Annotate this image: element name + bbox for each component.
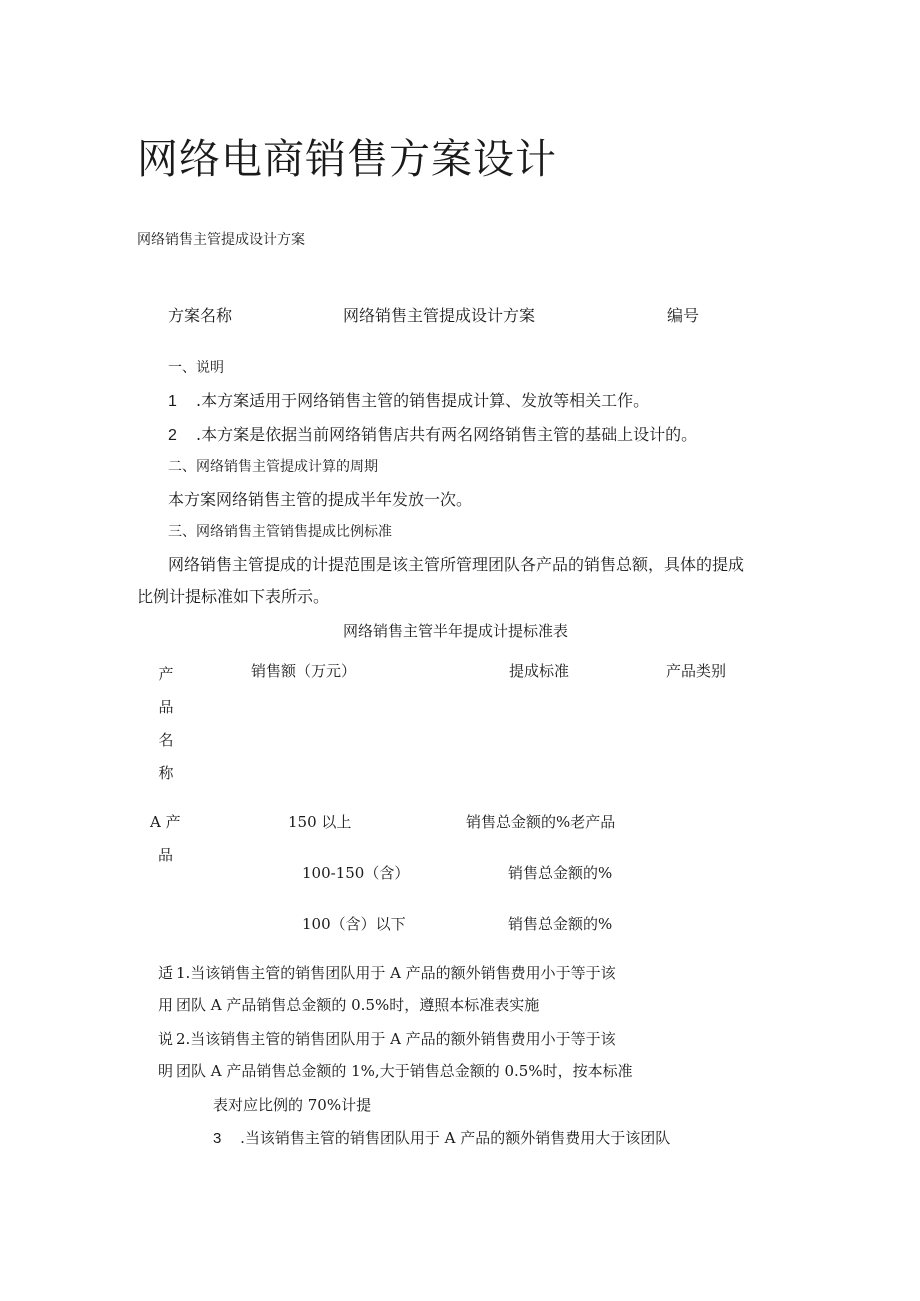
table-row-1-standard-category [466, 811, 615, 832]
column-header-product-name [157, 658, 175, 790]
note-2-line-2: 团队 A 产品销售总金额的 1%,大于销售总金额的 0.5%时，按本标准 [176, 1062, 633, 1080]
note-3-text: .当该销售主管的销售团队用于 A 产品的额外销售费用大于该团队 [240, 1129, 671, 1147]
plan-number-label: 编号 [667, 306, 700, 325]
section-1-item-2 [168, 422, 697, 445]
notes-label-char: 用 [158, 996, 174, 1014]
item-2-text: .本方案是依据当前网络销售店共有两名网络销售主管的基础上设计的。 [196, 425, 698, 444]
notes-label-char: 明 [158, 1062, 174, 1080]
note-2-line-3: 表对应比例的 70%计提 [213, 1096, 372, 1114]
column-header-sales: 销售额（万元） [251, 662, 357, 680]
table-row-3-range: 100（含）以下 [302, 915, 406, 933]
header-char: 称 [158, 764, 174, 782]
table-row-2-standard: 销售总金额的% [508, 864, 613, 882]
header-char: 品 [158, 698, 174, 716]
header-char: 名 [158, 731, 174, 749]
table-row-3-standard: 销售总金额的% [508, 915, 613, 933]
item-2-number: 2 [168, 427, 177, 444]
note-1-line-1: 1.当该销售主管的销售团队用于 A 产品的额外销售费用小于等于该 [176, 964, 616, 982]
section-1-item-1 [168, 388, 649, 411]
table-row-2-range: 100-150（含） [302, 864, 410, 882]
item-1-number: 1 [168, 393, 177, 410]
section-2-text: 本方案网络销售主管的提成半年发放一次。 [168, 490, 473, 509]
plan-name-label: 方案名称 [168, 306, 233, 325]
column-header-standard: 提成标准 [509, 662, 570, 680]
table-row-1-category: 老产品 [570, 813, 616, 831]
document-subtitle: 网络销售主管提成设计方案 [137, 232, 305, 248]
section-3-text-line-1: 网络销售主管提成的计提范围是该主管所管理团队各产品的销售总额，具体的提成 [168, 555, 745, 574]
notes-label-char: 适 [158, 964, 174, 982]
note-3 [213, 1127, 670, 1148]
note-3-number: 3 [213, 1130, 222, 1147]
table-caption: 网络销售主管半年提成计提标准表 [343, 622, 569, 640]
item-1-text: .本方案适用于网络销售主管的销售提成计算、发放等相关工作。 [196, 391, 650, 410]
section-1-title: 一、说明 [168, 360, 224, 376]
column-header-category: 产品类别 [666, 662, 727, 680]
header-char: 产 [158, 665, 174, 683]
note-2-line-1: 2.当该销售主管的销售团队用于 A 产品的额外销售费用小于等于该 [176, 1030, 616, 1048]
notes-label-char: 说 [158, 1030, 174, 1048]
note-1-line-2: 团队 A 产品销售总金额的 0.5%时，遵照本标准表实施 [176, 996, 540, 1014]
section-3-title: 三、网络销售主管销售提成比例标准 [168, 524, 392, 540]
plan-name-value: 网络销售主管提成设计方案 [343, 306, 536, 325]
section-2-title: 二、网络销售主管提成计算的周期 [168, 459, 378, 475]
section-3-text-line-2: 比例计提标准如下表所示。 [137, 587, 330, 606]
product-name-text: A 产 [150, 813, 181, 831]
document-title: 网络电商销售方案设计 [137, 135, 557, 183]
table-row-1-standard: 销售总金额的% [466, 813, 571, 831]
product-name-a-line-2: 品 [158, 846, 174, 864]
table-row-1-range: 150 以上 [288, 813, 352, 831]
product-name-a-line-1 [150, 811, 181, 832]
